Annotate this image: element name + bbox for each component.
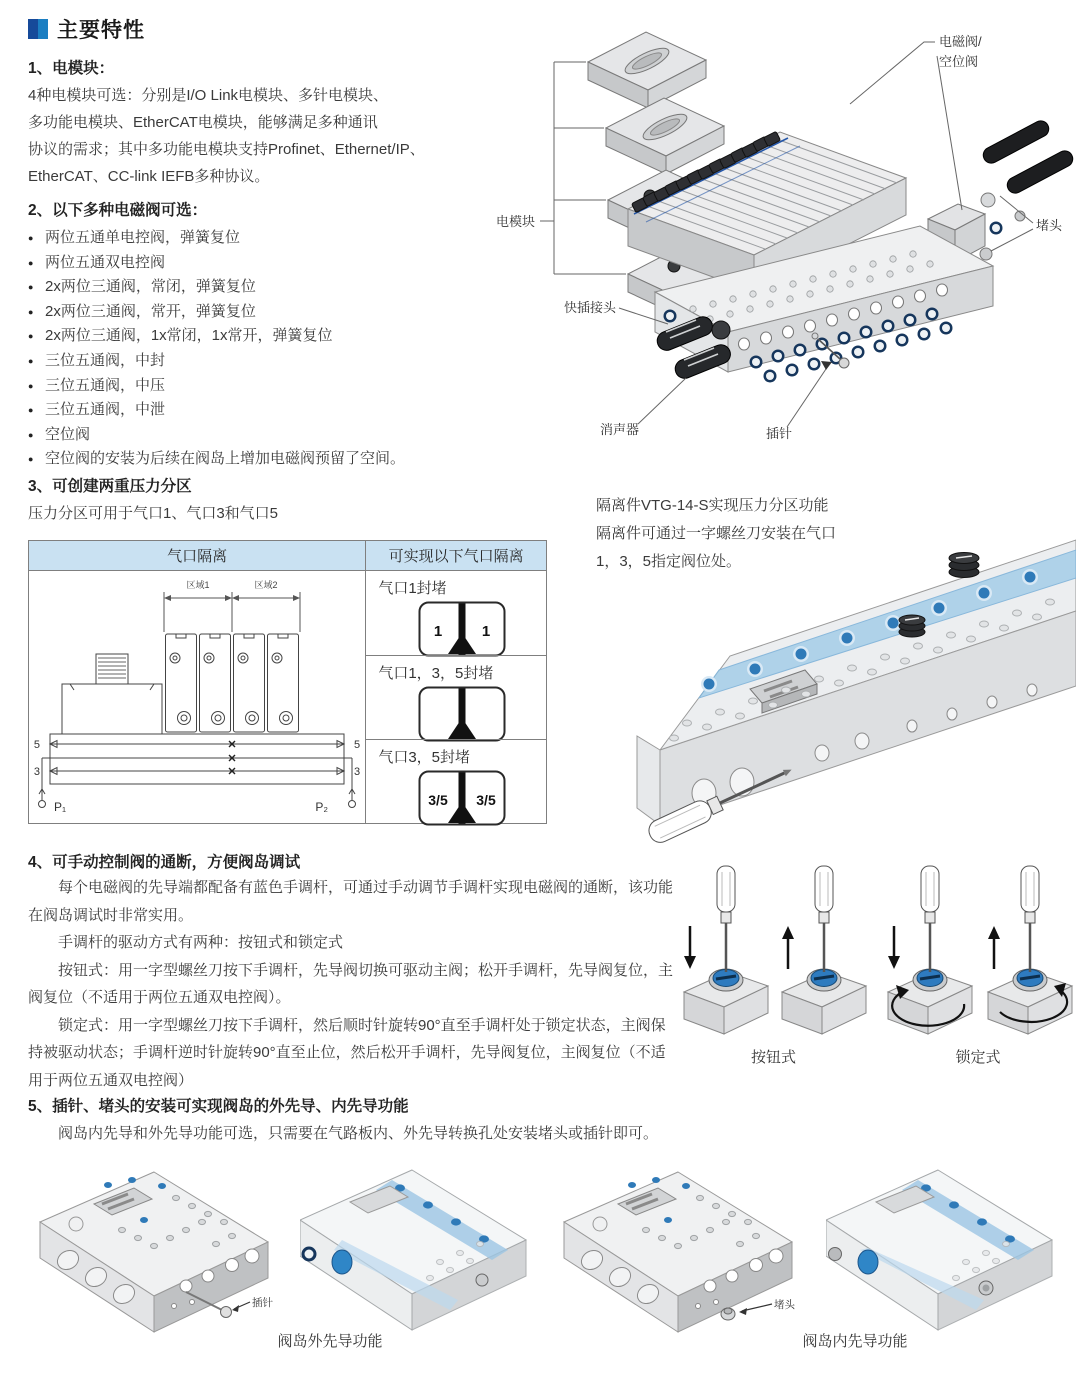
module-bracket-lines [540,62,626,274]
table-row [366,655,546,739]
paragraph: 按钮式：用一字型螺丝刀按下手调杆，先导阀切换可驱动主阀；松开手调杆，先导阀复位，主阀复位（不适用于两位五通双电控阀）。 [28,961,674,1006]
section-1 [28,56,488,190]
section-1-line: 多功能电模块、EtherCAT电模块，能够满足多种通讯 [28,114,378,131]
valve-island-exploded-illustration [488,14,1076,466]
knob [476,1274,488,1286]
section-5 [28,1094,788,1148]
section-5-heading: 5、插针、堵头的安装可实现阀岛的外先导、内先导功能 [28,1098,409,1115]
button-type-caption: 按钮式 [750,1049,796,1066]
list-item: ● 2x两位三通阀，1x常闭，1x常开，弹簧复位 [28,324,498,349]
table-row [366,571,546,655]
plug-label: 堵头 [1036,218,1063,233]
blue-port [332,1250,352,1274]
pictogram-left-value: 3/5 [428,792,448,808]
section-4 [28,850,676,1094]
zone2-label: 区域2 [254,580,278,590]
row-label: 气口3，5封堵 [378,749,471,766]
internal-pilot-transparent-illustration [826,1158,1066,1333]
port5-left-label: 5 [34,739,41,751]
section-1-line: EtherCAT、CC-link IEFB多种协议。 [28,168,270,185]
list-item: ● 三位五通阀，中压 [28,374,498,399]
valve-options-list [28,226,498,472]
section-4-heading: 4、可手动控制阀的通断，方便阀岛调试 [28,854,301,871]
list-item: ● 三位五通阀，中泄 [28,398,498,423]
isolation-schematic-cell [29,571,366,823]
release-subfigure [782,866,866,1034]
isolator-disc [899,615,925,637]
isolation-schematic [32,572,362,822]
pin-arrowhead [821,361,832,370]
external-pilot-caption: 阀岛外先导功能 [277,1333,383,1350]
table-row [366,739,546,823]
muffler-label: 消声器 [600,422,640,437]
valve-label-line1: 电磁阀/ [939,34,982,49]
isolation-pictogram-2 [418,686,506,742]
isolation-pictogram-3 [418,770,506,826]
list-item: ● 两位五通单电控阀，弹簧复位 [28,226,498,251]
lock-release-subfigure [988,866,1072,1034]
list-item: ● 空位阀 [28,423,498,448]
isolation-pictogram-1 [418,601,506,657]
internal-pilot-solid-illustration [560,1158,810,1333]
lock-press-subfigure [888,866,972,1034]
list-item: ● 两位五通双电控阀 [28,251,498,276]
section-1-line: 协议的需求；其中多功能电模块支持Profinet、Ethernet/IP、 [28,141,425,158]
paragraph: 每个电磁阀的先导端都配备有蓝色手调杆，可通过手动调节手调杆实现电磁阀的通断，该功能在阀岛调试时非常实用。 [28,879,674,924]
pictogram-right-value: 1 [482,623,491,640]
external-fitting [302,1247,317,1262]
valve-label-line2: 空位阀 [939,54,979,69]
table-header-isolation: 气口隔离 [29,541,366,570]
section-5-text: 阀岛内先导和外先导功能可选，只需要在气路板内、外先导转换孔处安装堵头或插针即可。 [58,1125,659,1142]
note-line: 隔离件VTG-14-S实现压力分区功能 [596,497,829,514]
section-1-line: 4种电模块可选：分别是I/O Link电模块、多针电模块、 [28,87,389,104]
pin-label: 插针 [252,1297,273,1309]
fitting-label: 快插接头 [564,300,617,315]
list-item: ● 2x两位三通阀，常开，弹簧复位 [28,300,498,325]
section-1-heading: 1、电模块： [28,60,115,77]
external-pilot-solid-illustration [36,1158,286,1333]
table-header-row [29,541,546,571]
pictogram-right-value: 3/5 [476,792,496,808]
end-plate-handles-group [980,118,1076,260]
pin-label: 插针 [766,426,793,441]
section-3-subtitle: 压力分区可用于气口1、气口3和气口5 [28,505,279,522]
lock-type-illustration [880,864,1076,1042]
section-2-heading: 2、以下多种电磁阀可选： [28,202,208,219]
pictogram-left-value: 1 [434,623,443,640]
button-type-illustration [676,864,871,1042]
isolation-options-column [366,571,546,823]
row-label: 气口1，3，5封堵 [378,665,494,682]
paragraph: 锁定式：用一字型螺丝刀按下手调杆，然后顺时针旋转90°直至手调杆处于锁定状态，主阀保持被驱动状态；手调杆逆时针旋转90°直至止位，然后松开手调杆，先导阀复位，主阀复位（不适用于两位五通双电控阀） [28,1016,666,1089]
note-line: 1，3，5指定阀位处。 [596,553,742,570]
list-item: ● 空位阀的安装为后续在阀岛上增加电磁阀预留了空间。 [28,447,498,472]
plug-label: 堵头 [774,1299,795,1311]
port3-left-label: 3 [34,766,41,778]
port3-right-label: 3 [354,766,361,778]
p2-label: P₂ [315,800,329,814]
row-label: 气口1封堵 [378,580,447,597]
internal-pilot-caption: 阀岛内先导功能 [802,1333,908,1350]
module-label: 电模块 [496,214,536,229]
pressure-zone-table [28,540,547,824]
isolator-note [596,492,926,576]
list-item: ● 2x两位三通阀，常闭，弹簧复位 [28,275,498,300]
table-header-achievable: 可实现以下气口隔离 [388,548,524,565]
press-subfigure [684,866,768,1034]
list-item: ● 三位五通阀，中封 [28,349,498,374]
page-title: 主要特性 [57,19,145,42]
lock-type-caption: 锁定式 [955,1049,1001,1066]
paragraph: 手调杆的驱动方式有两种：按钮式和锁定式 [58,934,344,951]
note-line: 隔离件可通过一字螺丝刀安装在气口 [596,525,837,542]
section-2 [28,198,498,472]
port5-right-label: 5 [354,739,361,751]
section-3-heading: 3、可创建两重压力分区 [28,478,192,495]
isolator-disc [949,553,979,578]
page-title-row [28,14,145,44]
zone1-label: 区域1 [186,580,210,590]
title-accent-icon [28,19,48,39]
blue-port [858,1250,878,1274]
p1-label: P₁ [54,800,67,814]
external-pilot-transparent-illustration [300,1158,540,1333]
